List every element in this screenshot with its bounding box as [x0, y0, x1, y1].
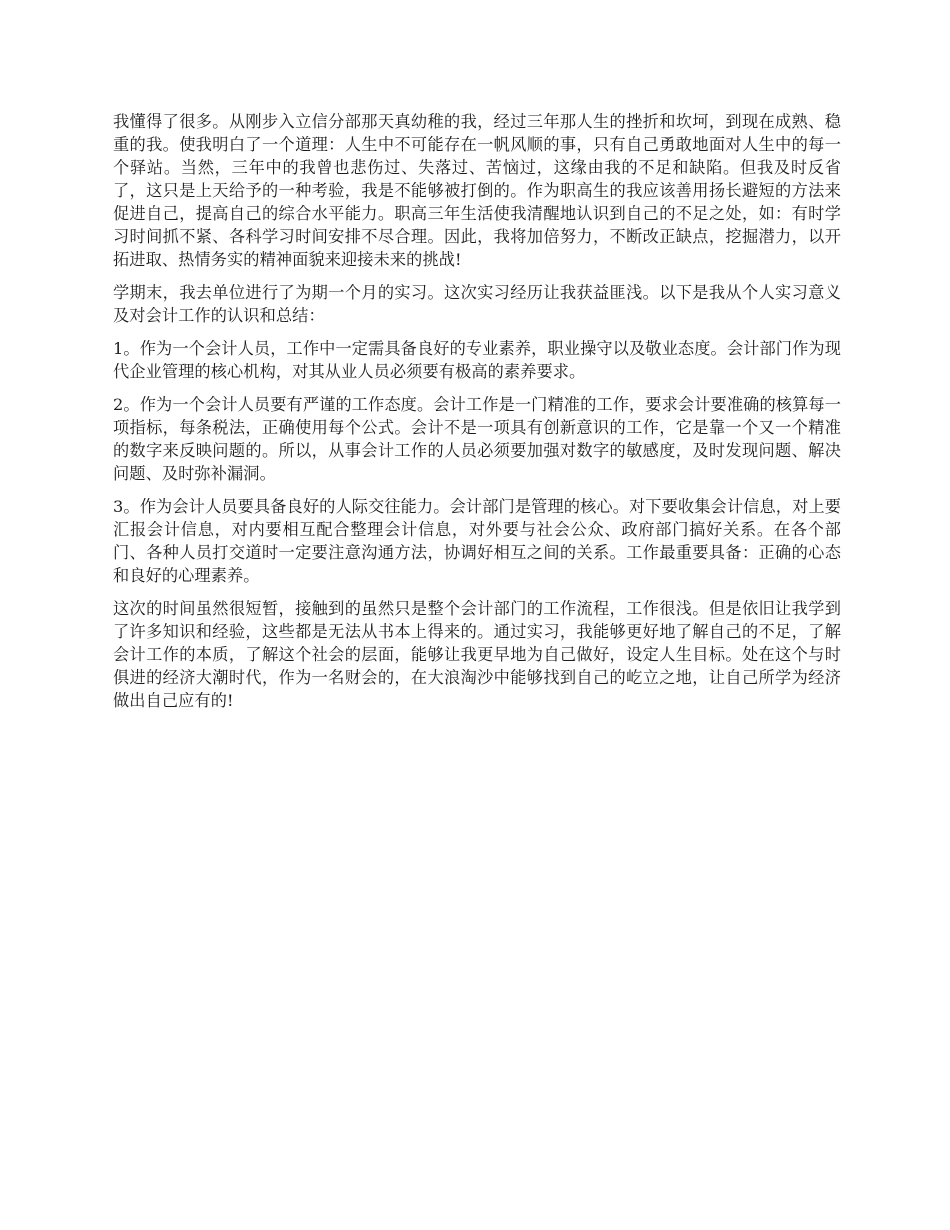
paragraph-conclusion: 这次的时间虽然很短暂，接触到的虽然只是整个会计部门的工作流程，工作很浅。但是依旧让我学到了许多知识和经验，这些都是无法从书本上得来的。通过实习，我能够更好地了解自己的不足，了解会计工作的本质，了解这个社会的层面，能够让我更早地为自己做好，设定人生目标。处在这个与时俱进的经济大潮时代，作为一名财会的，在大浪淘沙中能够找到自己的屹立之地，让自己所学为经济做出自己应有的!	[113, 599, 841, 710]
paragraph-point-1: 1。作为一个会计人员，工作中一定需具备良好的专业素养，职业操守以及敬业态度。会计部门作为现代企业管理的核心机构，对其从业人员必须要有极高的素养要求。	[113, 339, 841, 381]
paragraph-reflection: 我懂得了很多。从刚步入立信分部那天真幼稚的我，经过三年那人生的挫折和坎坷，到现在成熟、稳重的我。使我明白了一个道理：人生中不可能存在一帆风顺的事，只有自己勇敢地面对人生中的每一个驿站。当然，三年中的我曾也悲伤过、失落过、苦恼过，这缘由我的不足和缺陷。但我及时反省了，这只是上天给予的一种考验，我是不能够被打倒的。作为职高生的我应该善用扬长避短的方法来促进自己，提高自己的综合水平能力。职高三年生活使我清醒地认识到自己的不足之处，如：有时学习时间抓不紧、各科学习时间安排不尽合理。因此，我将加倍努力，不断改正缺点，挖掘潜力，以开拓进取、热情务实的精神面貌来迎接未来的挑战!	[113, 112, 841, 269]
paragraph-internship-intro: 学期末，我去单位进行了为期一个月的实习。这次实习经历让我获益匪浅。以下是我从个人实习意义及对会计工作的认识和总结：	[113, 283, 841, 325]
paragraph-point-2: 2。作为一个会计人员要有严谨的工作态度。会计工作是一门精准的工作，要求会计要准确的核算每一项指标，每条税法，正确使用每个公式。会计不是一项具有创新意识的工作，它是靠一个又一个精准的数字来反映问题的。所以，从事会计工作的人员必须要加强对数字的敏感度，及时发现问题、解决问题、及时弥补漏洞。	[113, 395, 841, 483]
document-body	[113, 110, 841, 722]
paragraph-point-3: 3。作为会计人员要具备良好的人际交往能力。会计部门是管理的核心。对下要收集会计信息，对上要汇报会计信息，对内要相互配合整理会计信息，对外要与社会公众、政府部门搞好关系。在各个部门、各种人员打交道时一定要注意沟通方法，协调好相互之间的关系。工作最重要具备：正确的心态和良好的心理素养。	[113, 497, 841, 585]
